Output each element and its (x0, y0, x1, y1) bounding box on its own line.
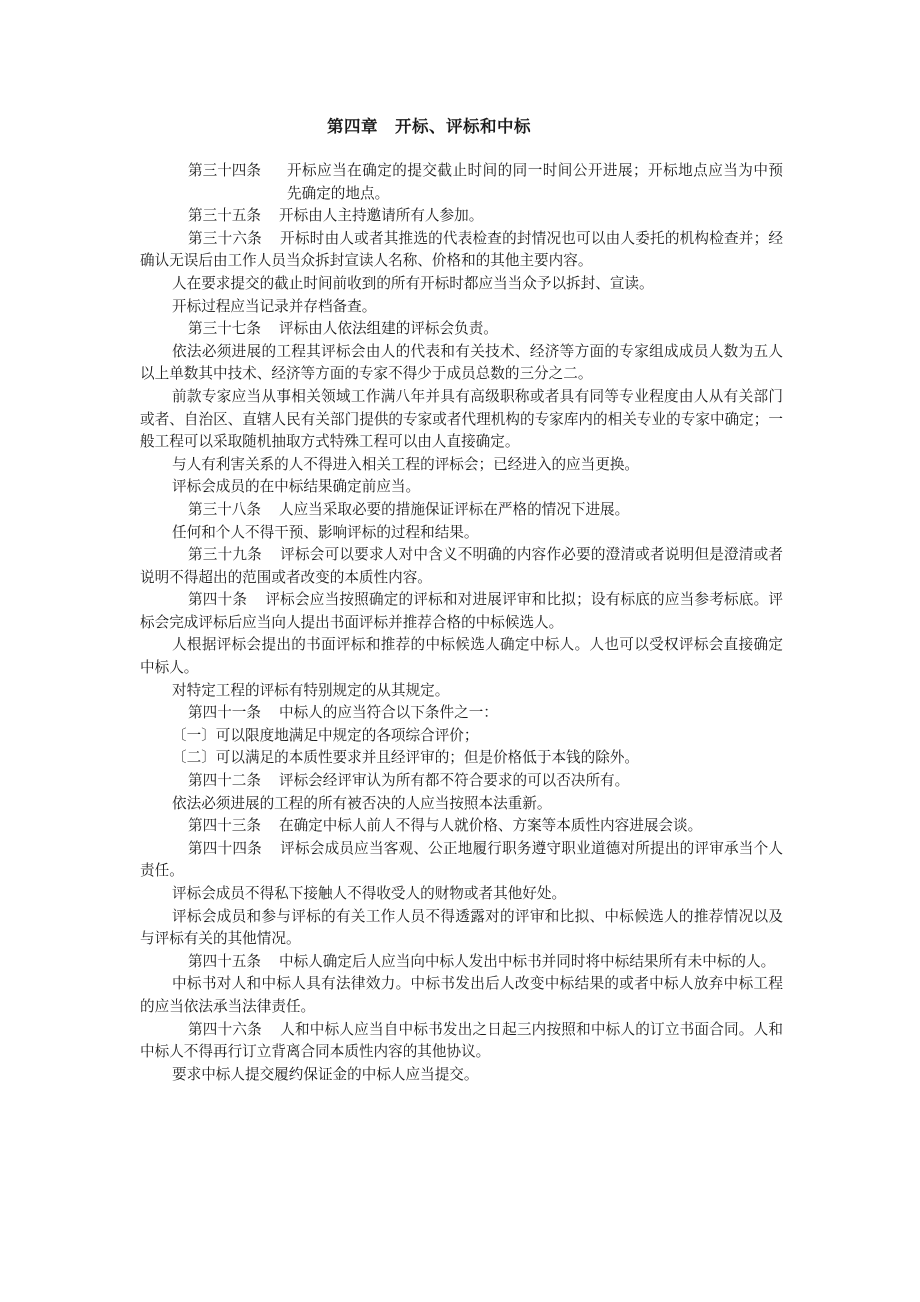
clause-paragraph: 开标过程应当记录并存档备查。 (172, 297, 377, 315)
article-text: 评标会可以要求人对中含义不明确的内容作必要的澄清或者说明但是澄清或者说明不得超出的范围或者改变的本质性内容。 (140, 546, 783, 586)
article-text: 评标会经评审认为所有都不符合要求的可以否决所有。 (278, 772, 630, 790)
article-text: 中标人确定后人应当向中标人发出中标书并同时将中标结果所有未中标的人。 (278, 952, 776, 970)
article-text: 在确定中标人前人不得与人就价格、方案等本质性内容进展会谈。 (278, 817, 703, 835)
article-paragraph (140, 205, 783, 228)
clause-paragraph: 人在要求提交的截止时间前收到的所有开标时都应当当众予以拆封、宣读。 (172, 274, 654, 292)
list-item: 〔二〕可以满足的本质性要求并且经评审的；但是价格低于本钱的除外。 (172, 749, 640, 767)
article-text: 评标会成员应当客观、公正地履行职务遵守职业道德对所提出的评审承当个人责任。 (140, 839, 783, 880)
clause-paragraph: 评标会成员和参与评标的有关工作人员不得透露对的评审和比拟、中标候选人的推荐情况以及与评标有关的其他情况。 (140, 907, 783, 948)
article-number: 第三十九条 (188, 546, 262, 564)
article-text: 中标人的应当符合以下条件之一： (278, 704, 498, 722)
article-text: 评标会应当按照确定的评标和对进展评审和比拟；设有标底的应当参考标底。评标会完成评标后应当向人提出书面评标并推荐合格的中标候选人。 (140, 591, 783, 631)
article-paragraph (140, 815, 783, 838)
article-number: 第四十条 (188, 591, 248, 609)
article-number: 第三十六条 (188, 229, 262, 247)
document-body (140, 160, 783, 1086)
article-text: 开标时由人或者其推选的代表检查的封情况也可以由人委托的机构检查并；经确认无误后由工作人员当众拆封宣读人名称、价格和的其他主要内容。 (140, 229, 783, 270)
article-number: 第三十四条 (188, 162, 261, 179)
article-number: 第四十六条 (188, 1020, 262, 1038)
clause-paragraph: 依法必须进展的工程的所有被否决的人应当按照本法重新。 (172, 794, 552, 812)
article-text: 人和中标人应当自中标书发出之日起三内按照和中标人的订立书面合同。人和中标人不得再行订立背离合同本质性内容的其他协议。 (140, 1020, 783, 1061)
clause-paragraph: 前款专家应当从事相关领域工作满八年并具有高级职称或者具有同等专业程度由人从有关部门或者、自治区、直辖人民有关部门提供的专家或者代理机构的专家库内的相关专业的专家中确定；一般工程可以采取随机抽取方式特殊工程可以由人直接确定。 (140, 387, 783, 451)
article-number: 第三十七条 (188, 320, 261, 338)
article-paragraph (140, 589, 783, 634)
article-text: 开标由人主持邀请所有人参加。 (278, 207, 484, 225)
clause-paragraph: 评标会成员不得私下接触人不得收受人的财物或者其他好处。 (172, 885, 567, 902)
clause-paragraph: 依法必须进展的工程其评标会由人的代表和有关技术、经济等方面的专家组成成员人数为五人以上单数其中技术、经济等方面的专家不得少于成员总数的三分之二。 (140, 342, 783, 383)
article-number: 第四十五条 (188, 952, 261, 970)
article-paragraph (140, 318, 783, 341)
clause-paragraph: 对特定工程的评标有特别规定的从其规定。 (172, 681, 450, 699)
article-paragraph (140, 160, 783, 205)
article-paragraph (140, 1019, 783, 1064)
article-number: 第四十二条 (188, 772, 261, 790)
article-number: 第四十四条 (188, 839, 262, 857)
article-text: 评标由人依法组建的评标会负责。 (278, 320, 498, 338)
article-paragraph (140, 499, 783, 522)
article-paragraph (140, 770, 783, 793)
article-paragraph (140, 228, 783, 273)
clause-paragraph: 要求中标人提交履约保证金的中标人应当提交。 (172, 1065, 479, 1083)
article-number: 第四十一条 (188, 704, 261, 722)
clause-paragraph: 与人有利害关系的人不得进入相关工程的评标会；已经进入的应当更换。 (172, 455, 640, 473)
article-paragraph (140, 951, 783, 974)
article-text: 人应当采取必要的措施保证评标在严格的情况下进展。 (278, 500, 630, 518)
article-paragraph (140, 702, 783, 725)
clause-paragraph: 评标会成员的在中标结果确定前应当。 (172, 478, 421, 496)
chapter-title: 第四章 开标、评标和中标 (327, 117, 531, 136)
article-number: 第三十五条 (188, 207, 261, 225)
article-number: 第四十三条 (188, 817, 261, 835)
list-item: 〔一〕可以限度地满足中规定的各项综合评价； (172, 726, 479, 744)
article-paragraph (140, 544, 783, 589)
clause-paragraph: 中标书对人和中标人具有法律效力。中标书发出后人改变中标结果的或者中标人放弃中标工程的应当依法承当法律责任。 (140, 975, 783, 1015)
article-number: 第三十八条 (188, 500, 261, 518)
article-text: 开标应当在确定的提交截止时间的同一时间公开进展；开标地点应当为中预先确定的地点。 (287, 162, 783, 202)
article-paragraph (140, 838, 783, 883)
clause-paragraph: 人根据评标会提出的书面评标和推荐的中标候选人确定中标人。人也可以受权评标会直接确定中标人。 (140, 636, 783, 677)
clause-paragraph: 任何和个人不得干预、影响评标的过程和结果。 (172, 523, 479, 541)
